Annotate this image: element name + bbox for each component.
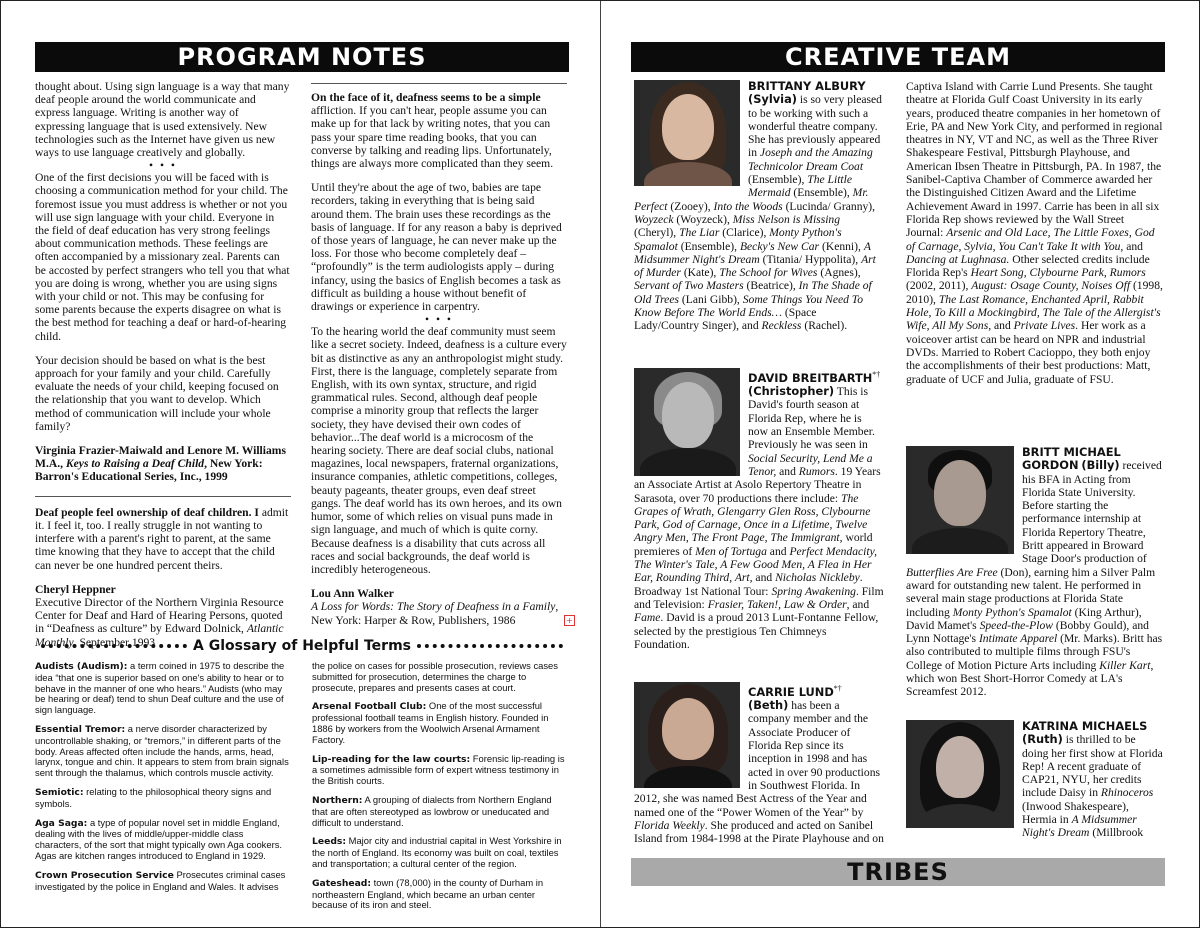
glossary-entry: Aga Saga: a type of popular novel set in middle England, dealing with the lives of middle/upper-middle class characters, of the sort that might typically own Aga cookers. Agas are kitchen ranges introduced to England in 1929. [35,816,282,861]
headshot-photo [634,682,740,788]
headshot-photo [634,368,740,476]
divider-rule [35,496,291,497]
tribes-footer-logo: TRIBES [631,858,1165,886]
quote: Deaf people feel ownership of deaf children. I admit it. I feel it, too. I really struggle in not wanting to interfere with a parent's right to parent, at the same time knowing that they have to accept that the child can never be one hundred percent theirs. [35,505,289,572]
divider-rule [311,83,567,84]
bio-brittany-albury: BRITTANY ALBURY (Sylvia) is so very pleased to be working with such a wonderful theatre company. She has previously appeared in Joseph and the Amazing Technicolor Dream Coat (Ensemble), The Little Mermaid (Ensemble), Mr. Perfect (Zooey), Into the Woods (Lucinda/ Granny), Woyzeck (Woyzeck), Miss Nelson is Missing (Cheryl), The Liar (Clarice), Monty Python's Spamalot (Ensemble), Becky's New Car (Kenni), A Midsummer Night's Dream (Titania/ Hyppolita), Art of Murder (Kate), The School for Wives (Agnes), Servant of Two Masters (Beatrice), In The Shade of Old Trees (Lani Gibb), Some Things You Need To Know Before The World Ends… (Space Lady/Country Singer), and Reckless (Rachel). [634,79,882,333]
glossary-entry: Lip-reading for the law courts: Forensic lip-reading is a sometimes admissible form of expert witness testimony in the British courts. [312,752,565,787]
citation: Cheryl Heppner Executive Director of the Northern Virginia Resource Center for Deaf and Hard of Hearing Persons, quoted in “Deafness as culture” by Edward Dolnick, Atlantic Monthly, September 1993 [35,582,284,649]
glossary-entry: Leeds: Major city and industrial capital in West Yorkshire in the north of England. Its economy was built on coal, textiles and transportation; a cultural center of the region. [312,835,562,869]
citation-author: Lou Ann Walker [311,587,394,601]
glossary-column-2 [312,661,568,919]
glossary-entry: Semiotic: relating to the philosophical theory signs and symbols. [35,785,272,809]
program-notes-banner: PROGRAM NOTES [35,42,569,72]
glossary-entry: Audists (Audism): a term coined in 1975 to describe the idea “that one is superior based on one's ability to hear or to behave in the manner of one who hears.” Audists (who may be hearing or deaf) tend to shun Deaf culture and the use of sign language. [35,660,285,716]
program-notes-page [1,1,600,927]
citation-author: Virginia Frazier-Maiwald and Lenore M. Williams [35,444,286,458]
headshot-photo [906,446,1014,554]
section-divider-dots: • • • [149,159,177,173]
notes-paragraph: To the hearing world the deaf community must seem like a secret society. Indeed, deafness is a culture every bit as distinctive as any an anthropologist might study. First, there is the language, completely separate from English, with its own syntax, structure, and rigid grammatical rules. Second, although deaf people comprise a minority group that reflects the larger society, they have devised their own codes of behavior...The deaf world is a microcosm of the hearing society. There are deaf social clubs, national magazines, local newspapers, fraternal organizations, insurance companies, athletic competitions, colleges, beauty pageants, theater groups, even deaf street gangs. The deaf world has its own heroes, and its own humor, some of which relies on visual puns made in sign language, and much of which is quite corny. Because deafness is a disability that cuts across all races and social backgrounds, the deaf world is incredibly heterogeneous. [311,325,567,576]
bio-david-breitbarth: DAVID BREITBARTH*† (Christopher) This is David's fourth season at Florida Rep, where he is now an Ensemble Member. Previously he was seen in Social Security, Lend Me a Tenor, and Rumors. 19 Years an Associate Artist at Asolo Repertory Theatre in Sarasota, over 70 productions there include: The Grapes of Wrath, Glengarry Glen Ross, Clybourne Park, God of Carnage, Once in a Lifetime, Twelve Angry Men, The Front Page, The Immigrant, world premieres of Men of Tortuga and Perfect Mendacity, The Winter's Tale, A Few Good Men, A Flea in Her Ear, Rounding Third, Art, and Nicholas Nickleby. Broadway 1st National Tour: Spring Awakening. Film and Television: Frasier, Taken!, Law & Order, and Fame. David is a proud 2013 Lunt-Fontanne Fellow, selected by the prestigious Ten Chimneys Foundation. [634,370,884,651]
citation-title: Keys to Raising a Deaf Child [65,457,205,471]
glossary-entry-continued: the police on cases for possible prosecution, reviews cases submitted for prosecution, determines the charge to prosecute, prepares and presents cases at court. [312,660,558,693]
glossary-column-1 [35,661,291,900]
expand-plus-icon[interactable]: + [564,615,575,626]
bio-carrie-lund-continued: Captiva Island with Carrie Lund Presents. She taught theatre at Florida Gulf Coast University in its early years, produced theatre companies in her hometown of Erie, PA and New York City, and performed in regional theatres in NY, VT and NC, as well as the Three River Shakespeare Festival, Pittsburgh Playhouse, and American Ibsen Theatre in Pittsburgh, PA. In 1987, the Sanibel-Captiva Chamber of Commerce awarded her the Distinguished Citizen Award and the Lifetime Achievement Award in 1997. Carrie has been in all six Florida Rep shows reviewed by the Wall Street Journal: Arsenic and Old Lace, The Little Foxes, God of Carnage, Sylvia, You Can't Take It with You, and Dancing at Lughnasa. Other selected credits include Florida Rep's Heart Song, Clybourne Park, Rumors (2002, 2011), August: Osage County, Noises Off (1998, 2010), The Last Romance, Enchanted April, Rabbit Hole, To Kill a Mockingbird, The Tale of the Allergist's Wife, All My Sons, and Private Lives. Her work as a voiceover artist can be heard on NPR and industrial DVDs. Married to Robert Cacioppo, they both enjoy the accomplishments of their best productions: Matt, graduate of UCF and Julia, graduate of FSU. [906,80,1163,386]
citation-author: Cheryl Heppner [35,582,116,596]
bio-britt-michael-gordon: BRITT MICHAEL GORDON (Billy) received his BFA in Acting from Florida State University. Before starting the performance internship at Florida Repertory Theatre, Britt appeared in Broward Stage Door's production of Butterflies Are Free (Don), earning him a Silver Palm award for outstanding new talent. He performed in several main stage productions at Florida State including Monty Python's Spamalot (King Arthur), David Mamet's Speed-the-Plow (Bobby Gould), and Lynn Nottage's Intimate Apparel (Mr. Marks). Britt has also contributed to multiple films through FSU's College of Motion Picture Arts including Killer Kart, which won Best Short-Horror Comedy at LA's Screamfest 2012. [906,445,1163,699]
glossary-entry: Northern: A grouping of dialects from Northern England that are often stereotyped as lowbrow or uneducated and difficult to understand. [312,793,552,828]
citation: Lou Ann Walker A Loss for Words: The Story of Deafness in a Family, New York: Harper & Row, Publishers, 1986 [311,587,559,627]
glossary-entry: Arsenal Football Club: One of the most successful professional football teams in English history. Founded in 1886 by workers from the Woolwich Arsenal Armament Factory. [312,700,549,745]
citation: Virginia Frazier-Maiwald and Lenore M. Williams M.A., Keys to Raising a Deaf Child, New York: Barron's Educational Series, Inc., 1999 [35,444,286,484]
section-divider-dots: • • • [425,313,453,327]
dotted-rule [41,644,187,648]
bio-katrina-michaels: KATRINA MICHAELS (Ruth) is thrilled to be doing her first show at Florida Rep! A recent graduate of CAP21, NYU, her credits include Daisy in Rhinoceros (Inwood Shakespeare), Hermia in A Midsummer Night's Dream (Millbrook [906,720,1164,840]
glossary-title: A Glossary of Helpful Terms [193,638,411,654]
notes-paragraph: Your decision should be based on what is the best approach for your family and your child. Carefully evaluate the needs of your child, keeping focused on the relationship that you want to develop. Which method of communication will include your whole family? [35,353,279,433]
notes-paragraph: thought about. Using sign language is a way that many deaf people around the world communicate and express language. Writing is another way of expressing language that is used extensively. New technologies such as the Internet have given us new ways to use language creatively and globally. [35,80,290,160]
headshot-photo [634,80,740,186]
glossary-entry: Crown Prosecution Service Prosecutes criminal cases investigated by the police in England and Wales. It advises [35,868,286,892]
creative-team-page [601,1,1199,927]
notes-paragraph: Until they're about the age of two, babies are tape recorders, taking in everything that is being said around them. The brain uses these recordings as the basis of language. If for any reason a baby is deprived of those years of language, he can never make up the loss. For those who become completely deaf – “profoundly” is the term audiologists apply – during infancy, using the basics of English becomes a task as difficult as building a house without benefit of drawings or experience in carpentry. [311,181,562,314]
quote: On the face of it, deafness seems to be a simple affliction. If you can't hear, people assume you can make up for that lack by writing notes, that you can pass your spare time reading books, that you can converse by talking and reading lips. Unfortunately, things are always more complicated than they seem. [311,91,554,171]
notes-paragraph: One of the first decisions you will be faced with is choosing a communication method for your child. The foremost issue you must address is whether or not you will use sign language with your child. Everyone in the field of deaf education has very strong feelings about communication methods. These feelings are often accompanied by a missionary zeal. Parents can be accosted by perfect strangers who tell you that what you are doing is wrong, whether you are using signs with your child or not. This may be confusing for some parents because the experts disagree on what is the best method for teaching a deaf or hard-of-hearing child. [35,171,290,343]
glossary-entry: Gateshead: town (78,000) in the county of Durham in northeastern England, which became an urban center because of its iron and steel. [312,876,544,911]
notes-column-2 [311,83,567,638]
bio-carrie-lund: CARRIE LUND*† (Beth) has been a company member and the Associate Producer of Florida Rep since its inception in 1998 and has acted in over 90 productions in Southwest Florida. In 2012, she was named Best Actress of the Year and named one of the “Power Women of the Year” by Florida Weekly. She produced and acted on Sanibel Island from 1984-1998 at the Pirate Playhouse and on [634,684,884,846]
glossary-entry: Essential Tremor: a nerve disorder characterized by uncontrollable shaking, or “tremors,” in different parts of the body. Areas affected often include the hands, arms, head, larynx, tongue and chin. It appears to stem from brain signals sent through the thalamus, which controls muscle activity. [35,722,289,779]
citation-title: A Loss for Words: The Story of Deafness in a Family [311,600,556,614]
notes-column-1 [35,80,291,660]
glossary-header [35,636,569,656]
creative-team-banner: CREATIVE TEAM [631,42,1165,72]
headshot-photo [906,720,1014,828]
dotted-rule [417,644,563,648]
